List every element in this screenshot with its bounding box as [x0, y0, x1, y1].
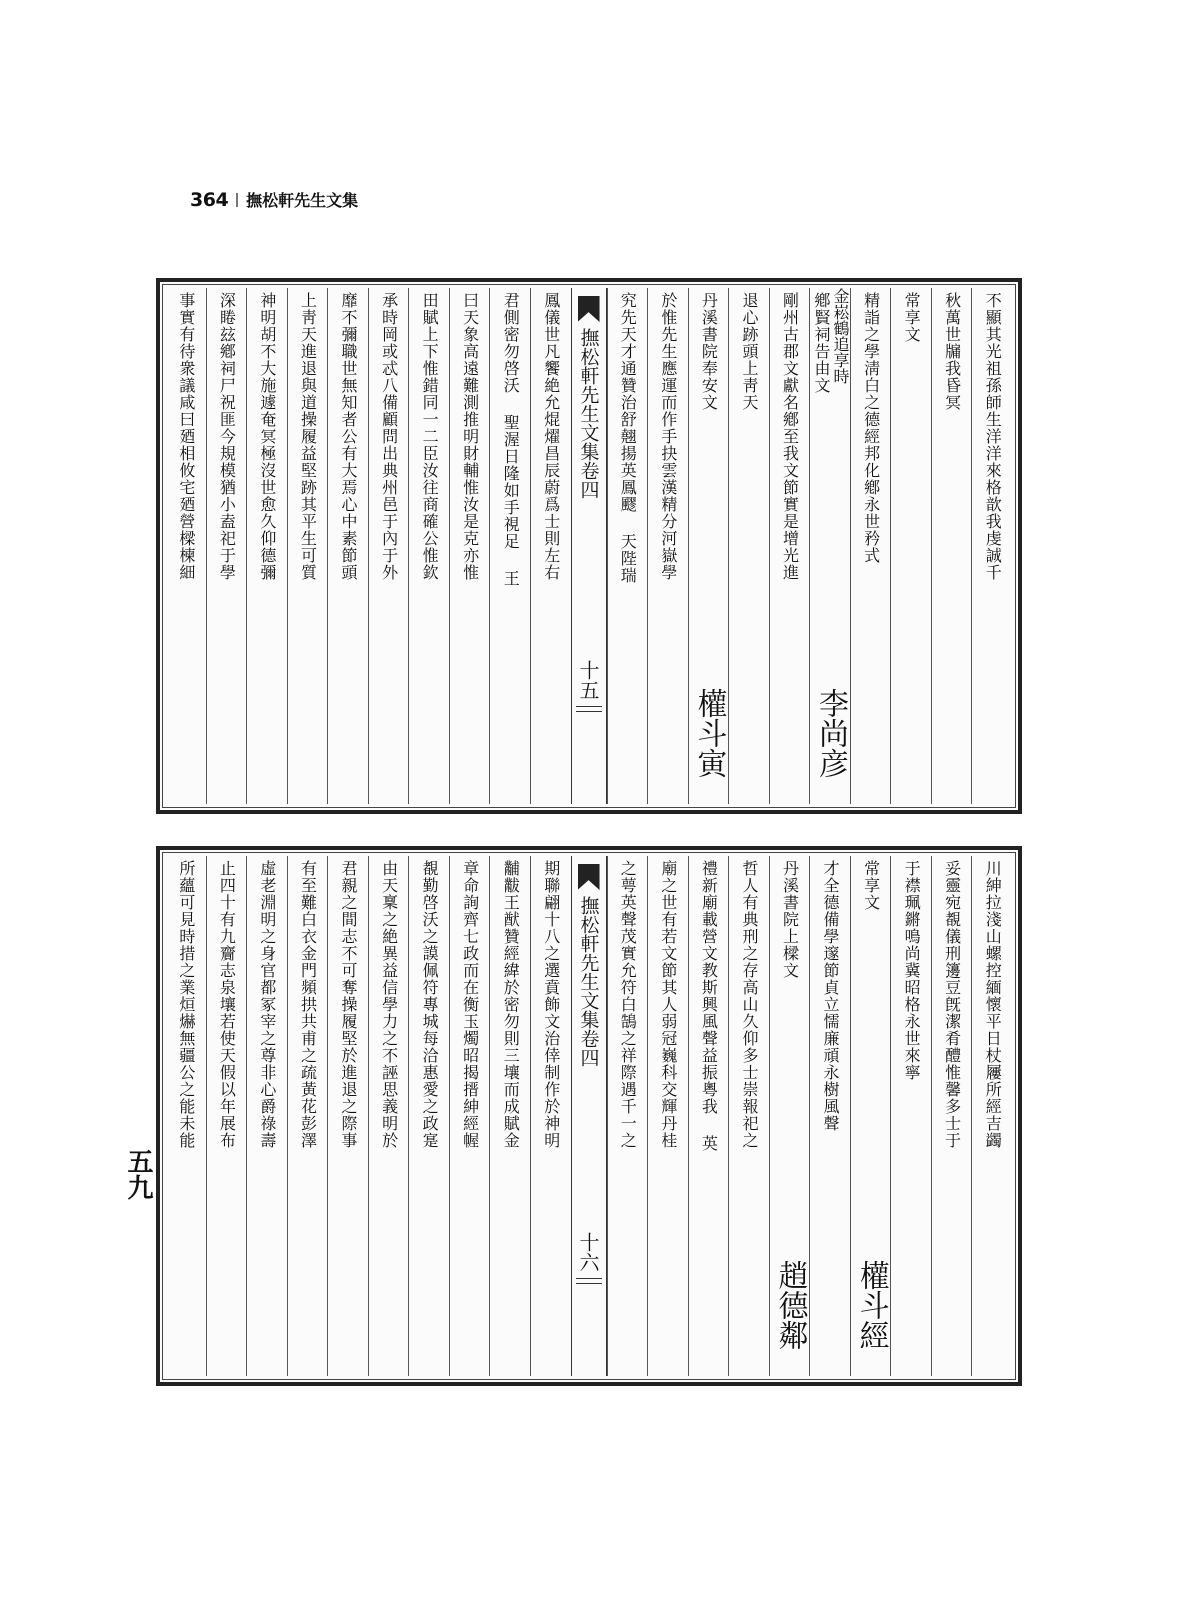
column-text: 所蘊可見時措之業烜爀無疆公之能未能 — [176, 860, 196, 1149]
column-text: 黼黻王猷贊經緯於密勿則三壤而成賦金 — [501, 860, 521, 1149]
fold-title: 撫松軒先生文集卷四 — [577, 328, 600, 499]
text-column — [728, 856, 769, 1376]
fold-center-strip — [571, 856, 607, 1376]
text-column — [449, 856, 490, 1376]
page-header — [190, 188, 358, 211]
column-text: 章命詢齊七政而在衡玉燭昭揭搢紳經幄 — [460, 860, 480, 1149]
text-column — [890, 288, 931, 804]
text-column — [971, 856, 1012, 1376]
book-title: 撫松軒先生文集 — [246, 191, 359, 210]
column-text: 期聯翩十八之選賁飾文治倖制作於神明 — [541, 860, 561, 1149]
column-text: 君側密勿啓沃 聖渥日隆如手視足 王 — [501, 292, 521, 587]
column-text: 覩勤啓沃之謨佩符專城每洽惠愛之政寔 — [420, 860, 440, 1149]
column-text: 承時岡或忒八備顧問出典州邑于內于外 — [379, 292, 399, 581]
column-text: 深睠玆鄕祠尸祝匪今規模猶小盍祀于學 — [217, 292, 237, 581]
column-text: 上靑天進退與道操履益堅跡其平生可質 — [298, 292, 318, 581]
text-column — [688, 288, 729, 804]
column-text: 丹溪書院上樑文 — [780, 860, 800, 979]
fold-rule — [576, 706, 602, 712]
text-column — [769, 288, 810, 804]
column-text: 有至難白衣金門頻拱共甫之疏黃花彭澤 — [298, 860, 318, 1149]
text-column — [166, 288, 206, 804]
interlinear-note: 金崧鶴追享時 — [831, 288, 851, 384]
column-text: 鳳儀世凡饗絶允焜燿昌辰蔚爲士則左右 — [541, 292, 561, 581]
column-text: 常享文 — [861, 860, 881, 911]
column-text: 虛老淵明之身官都冢宰之尊非心爵祿壽 — [257, 860, 277, 1149]
text-column — [647, 288, 688, 804]
author-name: 權斗經 — [853, 1260, 889, 1350]
column-text: 由天稟之絶異益信學力之不誣思義明於 — [379, 860, 399, 1149]
text-column — [850, 288, 891, 804]
page-number: 364 — [190, 188, 229, 211]
fold-center-strip — [571, 288, 607, 804]
text-column — [530, 288, 571, 804]
column-text: 廟之世有若文節其人弱冠巍科交輝丹桂 — [658, 860, 678, 1149]
top-woodblock-panel — [156, 278, 1022, 814]
column-text: 事實有待衆議咸曰廼相攸宅廼營樑楝細 — [176, 292, 196, 581]
text-column — [408, 856, 449, 1376]
bottom-text-columns — [166, 856, 1012, 1376]
column-text: 之萼英聲茂實允符白鵠之祥際遇千一之 — [618, 860, 638, 1149]
column-text: 退心跡頭上靑天 — [739, 292, 759, 411]
text-column — [246, 288, 287, 804]
text-column — [489, 288, 530, 804]
column-text: 精詣之學淸白之德經邦化鄕永世矜式 — [861, 292, 881, 564]
column-text: 丹溪書院奉安文 — [699, 292, 719, 411]
author-name: 權斗寅 — [691, 688, 727, 778]
fishtail-mark-icon — [578, 864, 600, 890]
text-column — [166, 856, 206, 1376]
text-column — [206, 856, 247, 1376]
text-column — [408, 288, 449, 804]
fold-title: 撫松軒先生文集卷四 — [577, 896, 600, 1067]
column-text: 於惟先生應運而作手抉雲漢精分河嶽學 — [658, 292, 678, 581]
margin-leaf-number: 五九 — [123, 1148, 153, 1200]
column-text: 靡不彌職世無知者公有大焉心中素節頭 — [339, 292, 359, 581]
text-column — [607, 288, 648, 804]
text-column — [327, 856, 368, 1376]
text-column — [728, 288, 769, 804]
fold-rule — [576, 1278, 602, 1284]
column-text: 哲人有典刑之存高山久仰多士崇報祀之 — [739, 860, 759, 1149]
text-column — [809, 856, 850, 1376]
column-text: 鄕賢祠告由文 — [812, 292, 832, 394]
text-column — [850, 856, 891, 1376]
column-text: 田賦上下惟錯同一二臣汝往商確公惟欽 — [420, 292, 440, 581]
text-column — [931, 856, 972, 1376]
author-name: 李尚彦 — [813, 688, 849, 778]
text-column — [368, 288, 409, 804]
column-text: 常享文 — [902, 292, 922, 343]
column-text: 于襟珮鏘鳴尚冀昭格永世來寧 — [902, 860, 922, 1081]
column-text: 才全德備學邃節貞立懦廉頑永樹風聲 — [821, 860, 841, 1132]
text-column — [890, 856, 931, 1376]
leaf-number: 十六 — [576, 1232, 601, 1272]
fishtail-mark-icon — [578, 296, 600, 322]
bottom-woodblock-panel — [156, 846, 1022, 1386]
leaf-number: 十五 — [576, 660, 601, 700]
column-text: 究先天才通贊治舒翹揚英鳳飂 天陛瑞 — [618, 292, 638, 584]
column-text: 不顯其光祖孫師生洋洋來格歆我虔誠千 — [983, 292, 1003, 581]
text-column — [206, 288, 247, 804]
text-column — [287, 856, 328, 1376]
text-column — [769, 856, 810, 1376]
text-column — [327, 288, 368, 804]
column-text: 禮新廟載營文教斯興風聲益振粵我 英 — [699, 860, 719, 1152]
text-column — [449, 288, 490, 804]
text-column — [647, 856, 688, 1376]
text-column — [607, 856, 648, 1376]
column-text: 妥靈宛覩儀刑籩豆旣潔肴醴惟馨多士于 — [942, 860, 962, 1149]
column-text: 君親之間志不可奪操履堅於進退之際事 — [339, 860, 359, 1149]
text-column — [489, 856, 530, 1376]
text-column — [971, 288, 1012, 804]
text-column — [809, 288, 850, 804]
text-column — [368, 856, 409, 1376]
column-text: 止四十有九齎志泉壤若使天假以年展布 — [217, 860, 237, 1149]
column-text: 神明胡不大施遽奄冥極沒世愈久仰德彌 — [257, 292, 277, 581]
text-column — [931, 288, 972, 804]
text-column — [688, 856, 729, 1376]
text-column — [287, 288, 328, 804]
header-divider — [236, 193, 238, 207]
author-name: 趙德鄰 — [772, 1260, 808, 1350]
column-text: 秋萬世牖我昏冥 — [942, 292, 962, 411]
top-text-columns — [166, 288, 1012, 804]
column-text: 曰天象高遠難測推明財輔惟汝是克亦惟 — [460, 292, 480, 581]
column-text: 川紳拉淺山螺控緬懷平日杖屨所經吉蠲 — [983, 860, 1003, 1149]
text-column — [246, 856, 287, 1376]
column-text: 剛州古郡文獻名鄕至我文節實是增光進 — [780, 292, 800, 581]
text-column — [530, 856, 571, 1376]
